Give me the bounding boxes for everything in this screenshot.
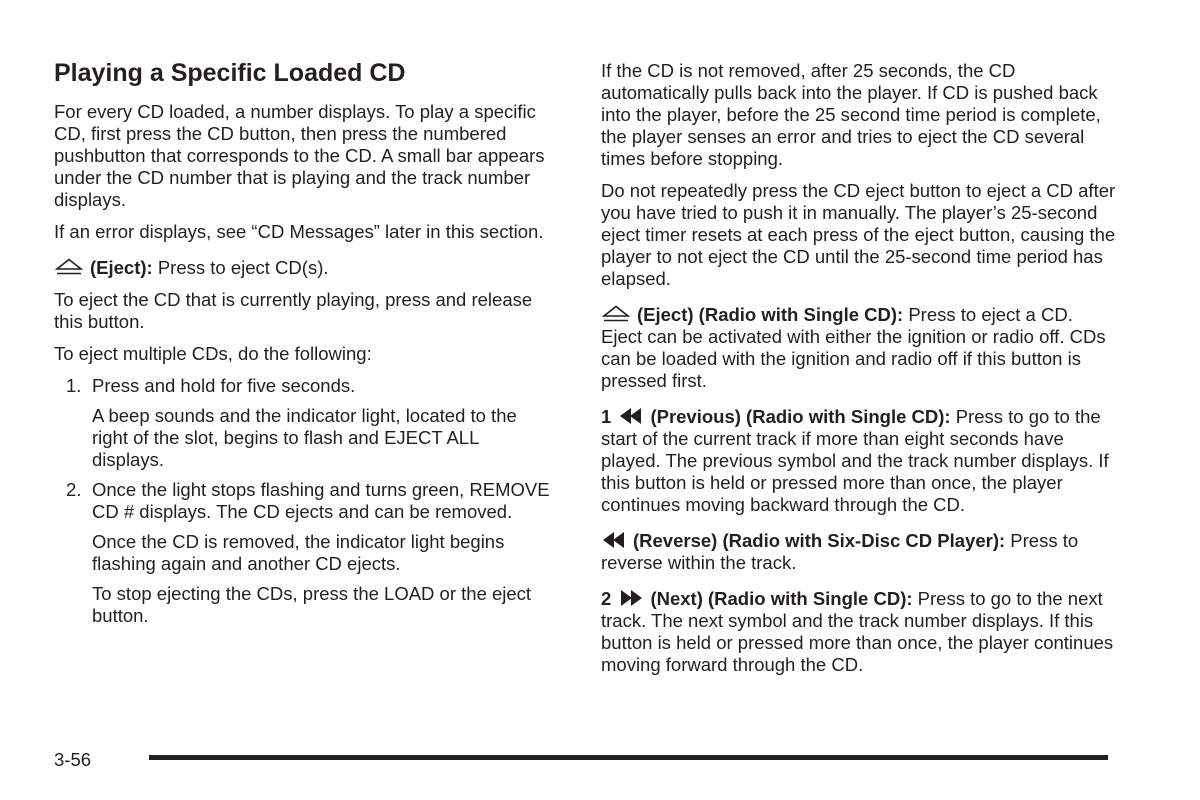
previous-icon — [618, 407, 644, 425]
step-1-text: Press and hold for five seconds. — [92, 375, 356, 396]
intro-paragraph: For every CD loaded, a number displays. To play a specific CD, first press the CD button, then press the numbered pushbutton that corresponds to the CD. A small bar appears under the CD number that is playing and the track number displays. — [54, 101, 545, 210]
section-title: Playing a Specific Loaded CD — [54, 59, 406, 87]
error-paragraph: If an error displays, see “CD Messages” later in this section. — [54, 221, 544, 242]
next-icon — [618, 589, 644, 607]
next-button-number: 2 — [601, 588, 612, 609]
next-label: (Next) (Radio with Single CD): — [650, 588, 913, 609]
previous-paragraph — [601, 406, 1117, 516]
eject-single-label: (Eject) (Radio with Single CD): — [637, 304, 904, 325]
step-1 — [66, 375, 554, 397]
eject-single-paragraph — [601, 304, 1117, 392]
eject-label: (Eject): — [90, 257, 153, 278]
eject-paragraph — [54, 257, 554, 279]
step-2-number: 2. — [66, 479, 82, 500]
left-column — [54, 58, 554, 635]
next-text: Press to go to the next track. The next symbol and the track number displays. If this button is held or pressed more than once, the player continues moving forward through the CD. — [601, 588, 1114, 675]
previous-text: Press to go to the start of the current track if more than eight seconds have played. The previous symbol and the track number displays. If this button is held or pressed more than once, the player continues moving backward through the CD. — [601, 406, 1109, 515]
right-column — [601, 58, 1117, 686]
step-2 — [66, 479, 554, 523]
footer-rule — [149, 755, 1108, 760]
page-number: 3-56 — [54, 749, 92, 770]
eject-icon — [54, 258, 84, 276]
previous-button-number: 1 — [601, 406, 612, 427]
step-2-detail-2: To stop ejecting the CDs, press the LOAD or the eject button. — [92, 583, 532, 626]
reverse-label: (Reverse) (Radio with Six-Disc CD Player): — [633, 530, 1006, 551]
step-2-text: Once the light stops flashing and turns green, REMOVE CD # displays. The CD ejects and can be removed. — [92, 479, 550, 522]
step-1-detail: A beep sounds and the indicator light, located to the right of the slot, begins to flash and EJECT ALL displays. — [92, 405, 517, 470]
eject-single-text: Press to eject a CD. Eject can be activated with either the ignition or radio off. CDs can be loaded with the ignition and radio off if this button is pressed first. — [601, 304, 1106, 391]
eject-text: Press to eject CD(s). — [152, 257, 329, 278]
eject-current-paragraph: To eject the CD that is currently playing, press and release this button. — [54, 289, 533, 332]
reverse-icon — [601, 531, 627, 549]
next-paragraph — [601, 588, 1117, 676]
eject-timer-paragraph: Do not repeatedly press the CD eject button to eject a CD after you have tried to push it in manually. The player’s 25-second eject timer resets at each press of the eject button, causing the player to not eject the CD until the 25-second time period has elapsed. — [601, 180, 1116, 289]
auto-pullback-paragraph: If the CD is not removed, after 25 seconds, the CD automatically pulls back into the player. If CD is pushed back into the player, before the 25 second time period is complete, the player senses an error and tries to eject the CD several times before stopping. — [601, 60, 1101, 169]
reverse-paragraph — [601, 530, 1117, 574]
eject-icon — [601, 305, 631, 323]
step-2-detail-1: Once the CD is removed, the indicator light begins flashing again and another CD ejects. — [92, 531, 505, 574]
reverse-text: Press to reverse within the track. — [601, 530, 1079, 573]
eject-multiple-intro: To eject multiple CDs, do the following: — [54, 343, 372, 364]
previous-label: (Previous) (Radio with Single CD): — [650, 406, 951, 427]
step-1-number: 1. — [66, 375, 82, 396]
